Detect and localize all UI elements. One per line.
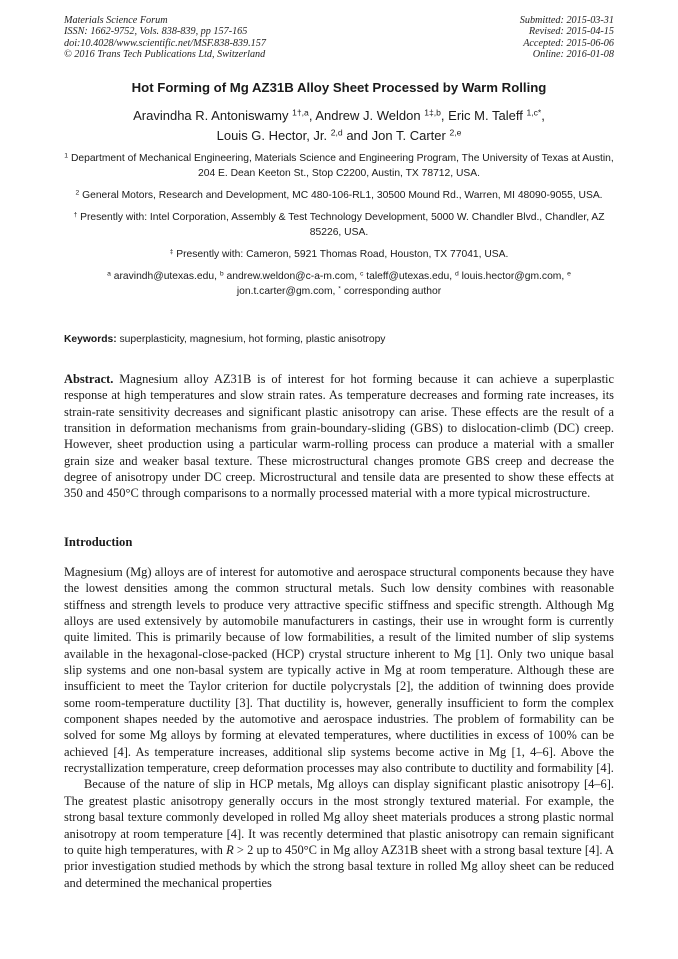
- author-marks: 1‡,b: [424, 107, 441, 118]
- section-heading-introduction: Introduction: [64, 535, 133, 549]
- email-link[interactable]: louis.hector@gm.com,: [461, 271, 565, 282]
- revised-date: Revised: 2015-04-15: [528, 26, 614, 38]
- author-name: Jon T. Carter: [371, 128, 446, 143]
- author-marks: 2,e: [449, 127, 462, 138]
- doi-line: doi:10.4028/www.scientific.net/MSF.838-839.157: [64, 37, 266, 49]
- author-name: Louis G. Hector, Jr.: [216, 128, 328, 143]
- copyright-line: © 2016 Trans Tech Publications Ltd, Switzerland: [64, 48, 266, 60]
- publication-info: [64, 15, 266, 60]
- paragraph: Because of the nature of slip in HCP metals, Mg alloys can display significant plastic anisotropy [4–6]. The greatest plastic anisotropy generally occurs in the most strongly textured material. For example, the strong basal texture commonly developed in rolled Mg alloy sheet materials produces a strong plastic normal anisotropy at room temperature [4]. It was recently determined that plastic anisotropy can remain significant to quite high temperatures, with R > 2 up to 450°C in Mg alloy AZ31B sheet with a strong basal texture [4]. A prior investigation studied methods by which the strong basal texture in rolled Mg alloy sheet can be reduced and determined the mechanical properties: [64, 777, 614, 890]
- affiliation-1: $^1$ Department of Mechanical Engineering, Materials Science and Engineering Program, The University of Texas at Austin, 204 E. Dean Keeton St., Stop C2200, Austin, TX 78712, USA.: [64, 152, 614, 179]
- keywords-label: Keywords:: [64, 334, 117, 345]
- author-name: Eric M. Taleff: [448, 108, 523, 123]
- submitted-date: Submitted: 2015-03-31: [519, 15, 614, 26]
- affiliation-dagger: † Presently with: Intel Corporation, Assembly & Test Technology Development, 5000 W. Chandler Blvd., Chandler, AZ 85226, USA.: [73, 211, 605, 238]
- affiliation-2: $^2$ General Motors, Research and Development, MC 480-106-RL1, 30500 Mound Rd., Warren, MI 48090-9055, USA.: [75, 189, 603, 201]
- author-emails: $^a$ aravindh@utexas.edu, $^b$ andrew.weldon@c-a-m.com, $^c$ taleff@utexas.edu, $^d$ louis.hector@gm.com, $^e$ jon.t.carter@gm.com, * corresponding author: [107, 270, 571, 297]
- introduction-body: [64, 564, 614, 891]
- corresponding-note: corresponding author: [343, 286, 442, 297]
- email-link[interactable]: taleff@utexas.edu,: [366, 271, 453, 282]
- abstract-label: Abstract.: [64, 372, 114, 386]
- email-link[interactable]: aravindh@utexas.edu,: [113, 271, 217, 282]
- email-link[interactable]: jon.t.carter@gm.com,: [236, 286, 336, 297]
- abstract: [64, 371, 614, 502]
- online-date: Online: 2016-01-08: [532, 48, 614, 60]
- author-marks: 1†,a: [292, 107, 309, 118]
- author-list: [40, 106, 638, 146]
- email-link[interactable]: andrew.weldon@c-a-m.com,: [226, 271, 358, 282]
- author-marks: 2,d: [330, 127, 343, 138]
- issn-line: ISSN: 1662-9752, Vols. 838-839, pp 157-165: [64, 26, 248, 38]
- abstract-text: Magnesium alloy AZ31B is of interest for hot forming because it can achieve a superplastic response at high temperatures and slow strain rates. As temperature decreases and forming rate increases, its strain-rate sensitivity decreases and significant plastic anisotropy can arise. These effects are the result of a transition in deformation mechanisms from grain-boundary-sliding (GBS) to dislocation-climb (DC) creep. However, sheet production using a particular warm-rolling process can produce a material with a smaller grain size and weaker basal texture. These microstructural changes promote GBS creep and decrease the degree of anisotropy under DC creep. Microstructural and tensile data are presented to show these effects at 350 and 450°C through comparisons to a normally processed material with a more typical microstructure.: [64, 372, 614, 501]
- author-line-1: Aravindha R. Antoniswamy $^{1\dagger,a}$, Andrew J. Weldon $^{1\ddagger,b}$, Eric M. Taleff $^{1,c*}$,: [133, 107, 545, 123]
- author-name: Andrew J. Weldon: [315, 108, 421, 123]
- keywords-text: superplasticity, magnesium, hot forming, plastic anisotropy: [119, 334, 386, 345]
- r-value-symbol: R: [226, 842, 234, 857]
- keywords: [64, 332, 614, 347]
- author-marks: 1,c*: [526, 107, 542, 118]
- affiliations: [62, 151, 616, 306]
- paragraph: Magnesium (Mg) alloys are of interest for automotive and aerospace structural components because they have the lowest densities among the common structural metals. Such low density combines with reasonable stiffness and strength levels to produce very attractive specific stiffness and specific strength. Although Mg alloys are used extensively by automobile manufacturers in castings, their use in wrought form is currently quite limited. This is primarily because of low formabilities, a result of the limited number of slip systems available in the hexagonal-close-packed (HCP) crystal structure inherent to Mg [1]. Only two unique basal slip systems and one non-basal system are typically active in Mg at room temperature. Although these are insufficient to meet the Taylor criterion for ductile polycrystals [2], the addition of twinning does provide some room-temperature ductility [3]. That ductility is, however, generally insufficient to form the complex component shapes needed by the automotive and aerospace industries. The problem of formability can be solved for some Mg alloys by forming at elevated temperatures, where ductilities in excess of 100% can be achieved [4]. As temperature increases, additional slip systems become active in Mg [1, 4–6]. Above the recrystallization temperature, creep deformation processes may also contribute to ductility and formability [4].: [64, 565, 614, 776]
- affiliation-double-dagger: ‡ Presently with: Cameron, 5921 Thomas Road, Houston, TX 77041, USA.: [169, 248, 509, 260]
- author-name: Aravindha R. Antoniswamy: [133, 108, 289, 123]
- paper-title: Hot Forming of Mg AZ31B Alloy Sheet Processed by Warm Rolling: [131, 80, 547, 95]
- author-line-2: Louis G. Hector, Jr. $^{2,d}$ and Jon T. Carter $^{2,e}$: [216, 127, 462, 143]
- journal-name: Materials Science Forum: [64, 15, 168, 26]
- accepted-date: Accepted: 2015-06-06: [523, 37, 614, 49]
- dates-info: [520, 15, 614, 60]
